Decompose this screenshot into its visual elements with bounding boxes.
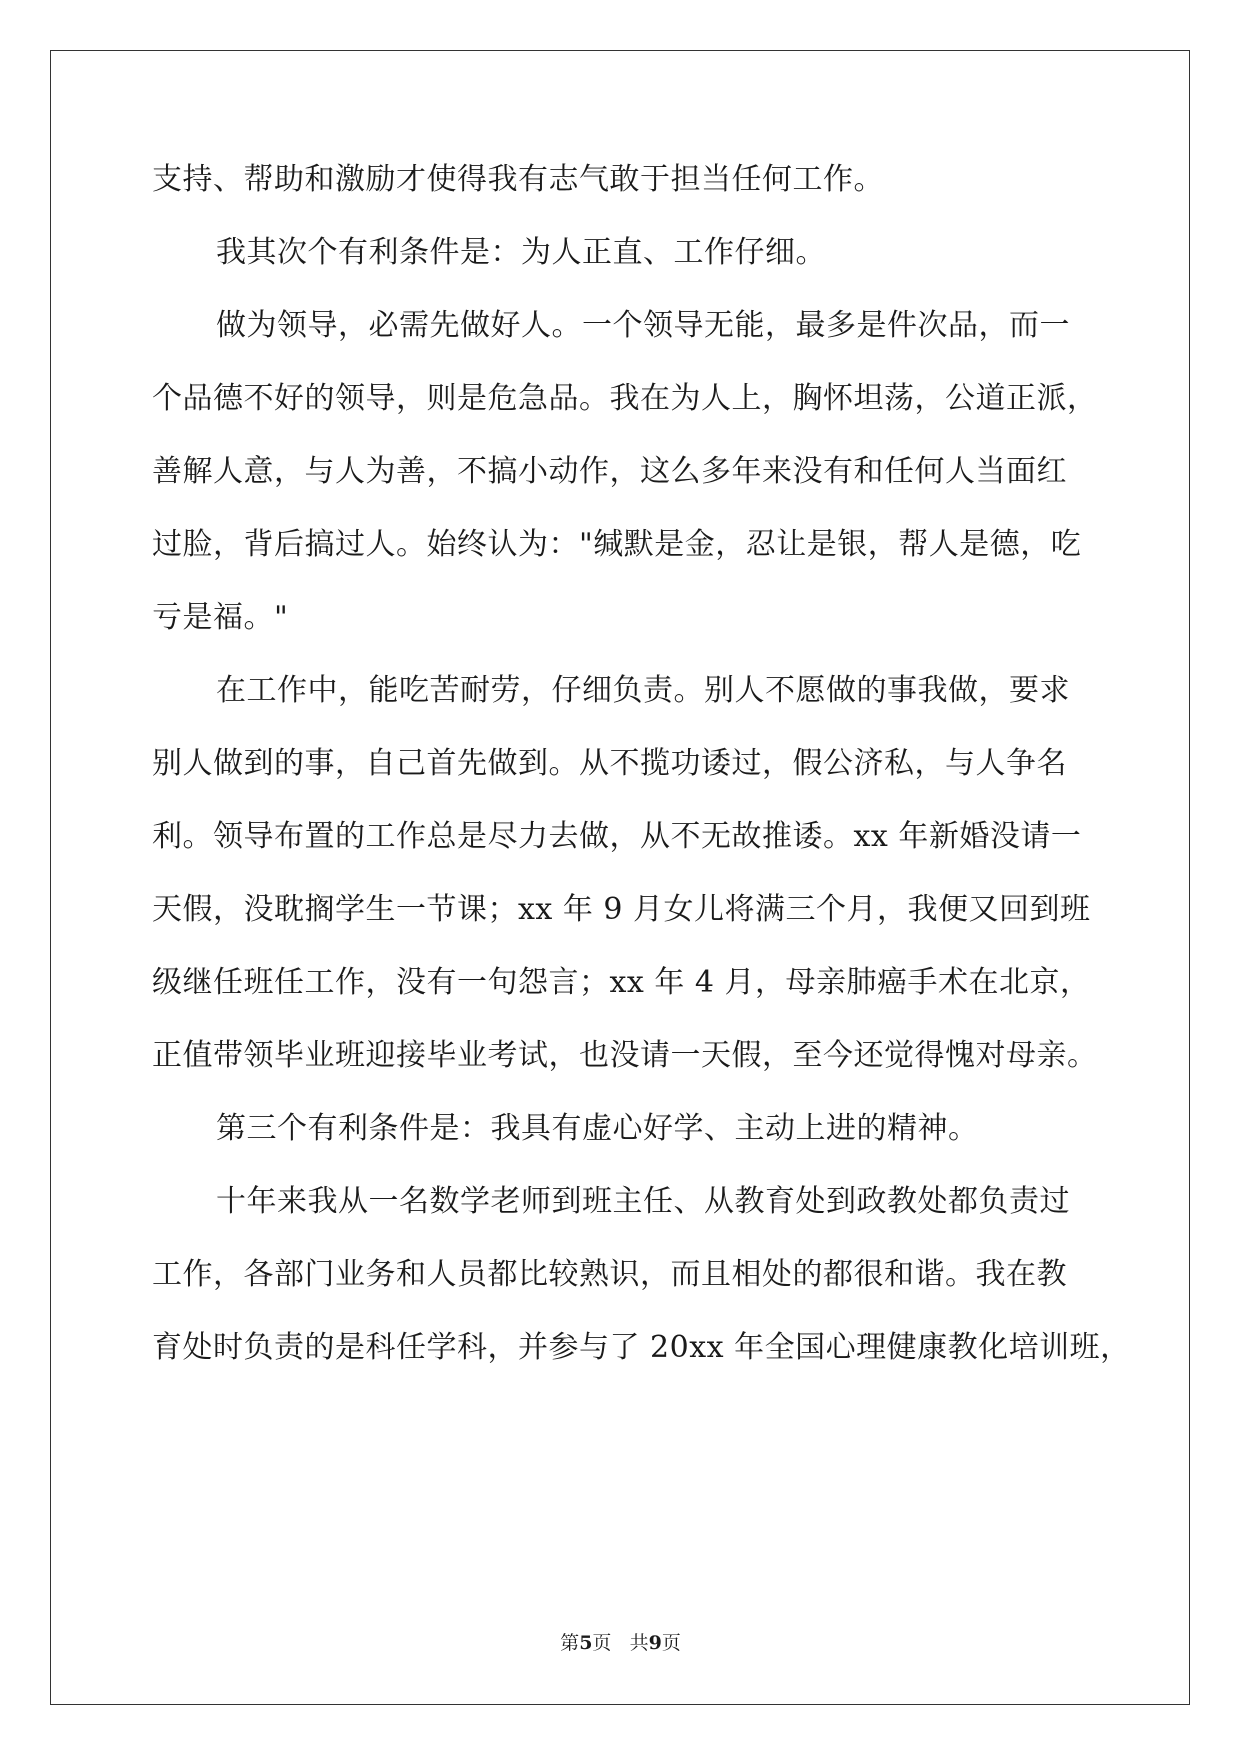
text-line: 个品德不好的领导，则是危急品。我在为人上，胸怀坦荡，公道正派， (152, 381, 1098, 416)
text-line: 育处时负责的是科任学科，并参与了 20xx 年全国心理健康教化培训班， (152, 1330, 1131, 1365)
text-line: 我其次个有利条件是：为人正直、工作仔细。 (216, 235, 826, 270)
text-line: 工作，各部门业务和人员都比较熟识，而且相处的都很和谐。我在教 (152, 1257, 1067, 1292)
text-line: 在工作中，能吃苦耐劳，仔细负责。别人不愿做的事我做，要求 (216, 673, 1070, 708)
total-pages: 9 (648, 1632, 662, 1654)
page-footer (0, 1628, 1241, 1655)
text-line: 善解人意，与人为善，不搞小动作，这么多年来没有和任何人当面红 (152, 454, 1067, 489)
text-line: 支持、帮助和激励才使得我有志气敢于担当任何工作。 (152, 162, 884, 197)
text-line: 级继任班任工作，没有一句怨言；xx 年 4 月，母亲肺癌手术在北京， (152, 965, 1091, 1000)
text-line: 亏是福。" (152, 600, 289, 635)
text-line: 十年来我从一名数学老师到班主任、从教育处到政教处都负责过 (216, 1184, 1070, 1219)
page-suffix: 页 (592, 1632, 612, 1654)
page-border (50, 50, 1190, 1705)
text-line: 过脸，背后搞过人。始终认为："缄默是金，忍让是银，帮人是德，吃 (152, 527, 1082, 562)
text-line: 做为领导，必需先做好人。一个领导无能，最多是件次品，而一 (216, 308, 1070, 343)
text-line: 正值带领毕业班迎接毕业考试，也没请一天假，至今还觉得愧对母亲。 (152, 1038, 1098, 1073)
text-line: 利。领导布置的工作总是尽力去做，从不无故推诿。xx 年新婚没请一 (152, 819, 1082, 854)
text-line: 天假，没耽搁学生一节课；xx 年 9 月女儿将满三个月，我便又回到班 (152, 892, 1091, 927)
total-prefix: 共 (629, 1632, 649, 1654)
text-line: 第三个有利条件是：我具有虚心好学、主动上进的精神。 (216, 1111, 979, 1146)
page-number: 5 (579, 1632, 593, 1654)
total-suffix: 页 (661, 1632, 681, 1654)
page-prefix: 第 (560, 1632, 580, 1654)
text-line: 别人做到的事，自己首先做到。从不揽功诿过，假公济私，与人争名 (152, 746, 1067, 781)
